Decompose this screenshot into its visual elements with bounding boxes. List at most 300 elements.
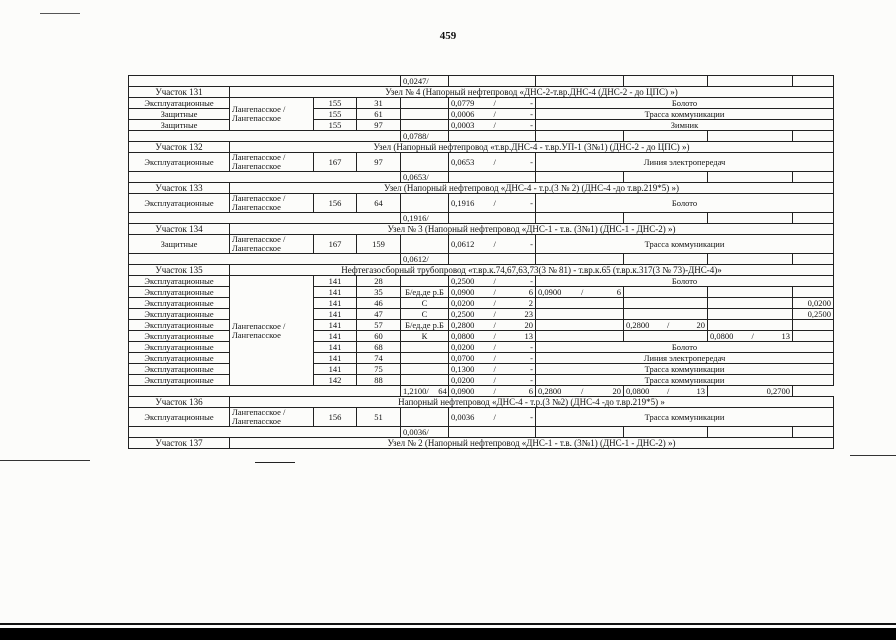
- area-fraction: [710, 332, 790, 341]
- plot-cell: 31: [357, 98, 401, 109]
- tree-count: [429, 77, 447, 86]
- area-value: 0,0003: [451, 119, 475, 130]
- tree-count: -: [530, 97, 533, 108]
- area-fraction: [403, 214, 446, 223]
- unit-cell: [401, 120, 449, 131]
- category-cell: Эксплуатационные: [129, 287, 230, 298]
- note-cell: Болото: [536, 98, 834, 109]
- area-fraction: [403, 132, 446, 141]
- tree-count: -: [530, 119, 533, 130]
- note-cell: Трасса коммуникации: [536, 375, 834, 386]
- category-cell: Эксплуатационные: [129, 309, 230, 320]
- area-fraction: [626, 321, 705, 330]
- fraction-separator: /: [493, 308, 496, 319]
- unit-cell: [401, 342, 449, 353]
- area-value: 0,0247: [403, 75, 427, 86]
- table-cell: [793, 427, 834, 438]
- category-cell: Защитные: [129, 120, 230, 131]
- table-cell: [793, 172, 834, 183]
- table-cell: [708, 254, 793, 265]
- area-value: 0,0006: [451, 108, 475, 119]
- area-fraction: [451, 110, 533, 119]
- group4-cell: [793, 287, 834, 298]
- table-row: [129, 98, 834, 109]
- area-cell: [449, 353, 536, 364]
- section-description: Узел № 3 (Напорный нефтепровод «ДНС-1 - т.в. (3№1) (ДНС-1 - ДНС-2) »): [230, 224, 834, 235]
- area-cell: [449, 287, 536, 298]
- area-fraction: [403, 387, 446, 396]
- area-fraction: [451, 277, 533, 286]
- section-description: Узел № 2 (Напорный нефтепровод «ДНС-1 - т.в. (3№1) (ДНС-1 - ДНС-2) »): [230, 438, 834, 449]
- table-cell: [449, 427, 536, 438]
- quarter-cell: 156: [314, 194, 357, 213]
- category-cell: Эксплуатационные: [129, 353, 230, 364]
- scan-mark: [850, 455, 896, 456]
- area-value: 0,1916: [403, 212, 427, 223]
- tree-count: 6: [528, 286, 533, 297]
- scan-mark: [0, 460, 90, 461]
- table-row: [129, 408, 834, 427]
- area-cell: [449, 109, 536, 120]
- section-header-row: [129, 224, 834, 235]
- quarter-cell: 155: [314, 120, 357, 131]
- quarter-cell: 141: [314, 342, 357, 353]
- quarter-cell: 141: [314, 276, 357, 287]
- section-header-row: [129, 183, 834, 194]
- area-value: 0,0200: [451, 297, 475, 308]
- tree-count: 13: [781, 330, 790, 341]
- fraction-separator: /: [493, 197, 496, 208]
- total-area: [401, 76, 449, 87]
- forestry-cell: Лангепасское / Лангепасское: [230, 408, 314, 427]
- area-value: 0,2800: [451, 319, 475, 330]
- plot-cell: 60: [357, 331, 401, 342]
- unit-cell: [401, 153, 449, 172]
- area-fraction: [403, 77, 446, 86]
- fraction-separator: /: [493, 411, 496, 422]
- tree-count: 20: [696, 319, 705, 330]
- tree-count: [429, 132, 447, 141]
- fraction-separator: /: [493, 330, 496, 341]
- total-area: [401, 254, 449, 265]
- plot-cell: 46: [357, 298, 401, 309]
- tree-count: [429, 255, 447, 264]
- table-cell: [624, 76, 708, 87]
- tree-count: [429, 428, 447, 437]
- total-area: [401, 427, 449, 438]
- fraction-separator: /: [426, 426, 429, 437]
- fraction-separator: /: [426, 130, 429, 141]
- area-value: 0,0900: [451, 286, 475, 297]
- plot-cell: 51: [357, 408, 401, 427]
- scan-mark: [40, 13, 80, 14]
- area-fraction: [451, 365, 533, 374]
- table-cell: [536, 254, 624, 265]
- total-area: [401, 172, 449, 183]
- area-fraction: [403, 173, 446, 182]
- table-row: [129, 276, 834, 287]
- tree-count: 13: [696, 385, 705, 396]
- table-cell: [793, 76, 834, 87]
- area-fraction: [451, 354, 533, 363]
- table-cell: [536, 309, 624, 320]
- quarter-cell: 156: [314, 408, 357, 427]
- section-header-row: [129, 397, 834, 408]
- table-cell: [449, 76, 536, 87]
- area-cell: [449, 364, 536, 375]
- tree-count: -: [530, 238, 533, 249]
- table-cell: [708, 131, 793, 142]
- unit-cell: Б/ед.де р.Б: [401, 320, 449, 331]
- category-cell: Защитные: [129, 109, 230, 120]
- table-cell: [449, 172, 536, 183]
- fraction-separator: /: [493, 119, 496, 130]
- fraction-separator: /: [493, 297, 496, 308]
- area-value: 0,0788: [403, 130, 427, 141]
- total-row: [129, 386, 834, 397]
- total-area: [401, 386, 449, 397]
- section-description: Узел № 4 (Напорный нефтепровод «ДНС-2-т.вр.ДНС-4 (ДНС-2 - до ЦПС) »): [230, 87, 834, 98]
- group4-cell: [793, 331, 834, 342]
- section-header-row: [129, 142, 834, 153]
- forestry-cell: Лангепасское / Лангепасское: [230, 98, 314, 131]
- area-cell: [449, 276, 536, 287]
- tree-count: 6: [616, 286, 621, 297]
- area-fraction: [451, 199, 533, 208]
- scan-border: [0, 628, 896, 640]
- tree-count: 2: [528, 297, 533, 308]
- section-description: Напорный нефтепровод «ДНС-4 - т.р.(3 №2) (ДНС-4 -до т.вр.219*5) »: [230, 397, 834, 408]
- table-cell: [624, 309, 708, 320]
- tree-count: [429, 173, 447, 182]
- area-cell: [449, 408, 536, 427]
- section-title: Участок 134: [129, 224, 230, 235]
- section-description: Узел (Напорный нефтепровод «т.вр.ДНС-4 - т.вр.УП-1 (3№1) (ДНС-2 - до ЦПС) »): [230, 142, 834, 153]
- table-cell: [624, 213, 708, 224]
- unit-cell: Б/ед.де р.Б: [401, 287, 449, 298]
- fraction-separator: /: [581, 286, 584, 297]
- tree-count: 64: [438, 385, 447, 396]
- area-value: 0,0653: [451, 156, 475, 167]
- table-cell: [536, 320, 624, 331]
- table-row: [129, 76, 834, 87]
- category-cell: Эксплуатационные: [129, 375, 230, 386]
- plot-cell: 88: [357, 375, 401, 386]
- area-cell: [449, 120, 536, 131]
- area-value: 0,2500: [451, 275, 475, 286]
- area-cell: [449, 235, 536, 254]
- area-fraction: [451, 413, 533, 422]
- plot-cell: 47: [357, 309, 401, 320]
- table-cell: [129, 76, 401, 87]
- area-value: 0,0700: [451, 352, 475, 363]
- area-cell: [449, 309, 536, 320]
- total-row: [129, 254, 834, 265]
- group4-cell: 0,2700: [708, 386, 793, 397]
- table-cell: [536, 298, 624, 309]
- forestry-cell: Лангепасское / Лангепасское: [230, 235, 314, 254]
- category-cell: Эксплуатационные: [129, 331, 230, 342]
- table-cell: [793, 213, 834, 224]
- table-cell: [449, 213, 536, 224]
- group4-cell: 0,2500: [793, 309, 834, 320]
- area-value: 0,0800: [451, 330, 475, 341]
- group-cell: [449, 386, 536, 397]
- section-header-row: [129, 438, 834, 449]
- total-area: [401, 131, 449, 142]
- tree-count: -: [530, 374, 533, 385]
- fraction-separator: /: [426, 171, 429, 182]
- fraction-separator: /: [751, 330, 754, 341]
- table-cell: [708, 427, 793, 438]
- fraction-separator: /: [493, 341, 496, 352]
- quarter-cell: 142: [314, 375, 357, 386]
- quarter-cell: 141: [314, 364, 357, 375]
- table-row: [129, 235, 834, 254]
- unit-cell: [401, 364, 449, 375]
- group-cell: [536, 287, 624, 298]
- unit-cell: [401, 194, 449, 213]
- area-fraction: [451, 376, 533, 385]
- table-cell: [129, 254, 401, 265]
- quarter-cell: 167: [314, 153, 357, 172]
- unit-cell: [401, 375, 449, 386]
- category-cell: Эксплуатационные: [129, 364, 230, 375]
- forestry-cell: Лангепасское / Лангепасское: [230, 276, 314, 386]
- forest-land-table: [128, 75, 834, 449]
- quarter-cell: 155: [314, 98, 357, 109]
- table-cell: [624, 331, 708, 342]
- table-cell: [708, 287, 793, 298]
- note-cell: Болото: [536, 342, 834, 353]
- fraction-separator: /: [493, 385, 496, 396]
- quarter-cell: 141: [314, 309, 357, 320]
- fraction-separator: /: [667, 385, 670, 396]
- table-cell: [624, 172, 708, 183]
- table-cell: [536, 76, 624, 87]
- fraction-separator: /: [493, 238, 496, 249]
- note-cell: Болото: [536, 194, 834, 213]
- table-cell: [708, 320, 793, 331]
- area-cell: [449, 375, 536, 386]
- section-title: Участок 132: [129, 142, 230, 153]
- category-cell: Эксплуатационные: [129, 153, 230, 172]
- unit-cell: [401, 276, 449, 287]
- category-cell: Эксплуатационные: [129, 276, 230, 287]
- table-cell: [536, 331, 624, 342]
- area-fraction: [451, 121, 533, 130]
- area-value: 0,0900: [451, 385, 475, 396]
- area-cell: [449, 320, 536, 331]
- tree-count: 20: [612, 385, 621, 396]
- fraction-separator: /: [493, 374, 496, 385]
- area-fraction: [403, 255, 446, 264]
- note-cell: Болото: [536, 276, 834, 287]
- plot-cell: 75: [357, 364, 401, 375]
- forestry-cell: Лангепасское / Лангепасское: [230, 194, 314, 213]
- table-cell: [129, 427, 401, 438]
- tree-count: -: [530, 352, 533, 363]
- category-cell: Эксплуатационные: [129, 342, 230, 353]
- table-cell: [708, 309, 793, 320]
- fraction-separator: /: [493, 156, 496, 167]
- quarter-cell: 167: [314, 235, 357, 254]
- table-cell: [624, 287, 708, 298]
- note-cell: Линия электропередач: [536, 153, 834, 172]
- area-value: 0,0036: [403, 426, 427, 437]
- table-cell: [708, 172, 793, 183]
- tree-count: -: [530, 363, 533, 374]
- tree-count: -: [530, 275, 533, 286]
- table-row: [129, 194, 834, 213]
- table-cell: [624, 131, 708, 142]
- fraction-separator: /: [581, 385, 584, 396]
- category-cell: Защитные: [129, 235, 230, 254]
- table-body: [129, 76, 834, 449]
- tree-count: 23: [524, 308, 533, 319]
- plot-cell: 35: [357, 287, 401, 298]
- table-cell: [536, 213, 624, 224]
- group-cell: [624, 320, 708, 331]
- table-cell: [536, 172, 624, 183]
- fraction-separator: /: [426, 75, 429, 86]
- area-fraction: [451, 332, 533, 341]
- note-cell: Зимник: [536, 120, 834, 131]
- category-cell: Эксплуатационные: [129, 98, 230, 109]
- forestry-cell: Лангепасское / Лангепасское: [230, 153, 314, 172]
- note-cell: Трасса коммуникации: [536, 235, 834, 254]
- category-cell: Эксплуатационные: [129, 408, 230, 427]
- area-value: 0,0653: [403, 171, 427, 182]
- table-cell: [129, 213, 401, 224]
- unit-cell: [401, 408, 449, 427]
- area-cell: [449, 342, 536, 353]
- area-fraction: [538, 288, 621, 297]
- tree-count: 20: [524, 319, 533, 330]
- note-cell: Линия электропередач: [536, 353, 834, 364]
- category-cell: Эксплуатационные: [129, 298, 230, 309]
- area-fraction: [538, 387, 621, 396]
- area-fraction: [451, 310, 533, 319]
- tree-count: 6: [528, 385, 533, 396]
- table-cell: [793, 254, 834, 265]
- plot-cell: 159: [357, 235, 401, 254]
- area-value: 0,0800: [626, 385, 650, 396]
- unit-cell: [401, 109, 449, 120]
- fraction-separator: /: [493, 275, 496, 286]
- tree-count: -: [530, 108, 533, 119]
- table-cell: [536, 427, 624, 438]
- table-cell: [129, 386, 401, 397]
- area-value: 0,0900: [538, 286, 562, 297]
- fraction-separator: /: [426, 253, 429, 264]
- table-cell: [449, 254, 536, 265]
- group4-cell: [793, 320, 834, 331]
- group-cell: [536, 386, 624, 397]
- total-row: [129, 131, 834, 142]
- area-value: 0,0612: [451, 238, 475, 249]
- section-title: Участок 135: [129, 265, 230, 276]
- table-row: [129, 153, 834, 172]
- area-value: 0,0036: [451, 411, 475, 422]
- plot-cell: 74: [357, 353, 401, 364]
- area-value: 0,2800: [538, 385, 562, 396]
- section-title: Участок 131: [129, 87, 230, 98]
- area-fraction: [626, 387, 705, 396]
- area-cell: [449, 98, 536, 109]
- plot-cell: 57: [357, 320, 401, 331]
- quarter-cell: 141: [314, 353, 357, 364]
- quarter-cell: 141: [314, 298, 357, 309]
- group-cell: [708, 331, 793, 342]
- unit-cell: [401, 353, 449, 364]
- area-fraction: [451, 343, 533, 352]
- tree-count: [429, 214, 447, 223]
- table-cell: [449, 131, 536, 142]
- area-cell: [449, 331, 536, 342]
- area-cell: [449, 153, 536, 172]
- section-title: Участок 136: [129, 397, 230, 408]
- section-header-row: [129, 87, 834, 98]
- tree-count: -: [530, 197, 533, 208]
- total-row: [129, 427, 834, 438]
- area-fraction: [451, 240, 533, 249]
- area-fraction: [451, 99, 533, 108]
- area-value: 0,0200: [451, 341, 475, 352]
- area-value: 0,2800: [626, 319, 650, 330]
- area-cell: [449, 298, 536, 309]
- unit-cell: [401, 235, 449, 254]
- category-cell: Эксплуатационные: [129, 194, 230, 213]
- table-cell: [624, 254, 708, 265]
- tree-count: -: [530, 411, 533, 422]
- table-cell: [536, 131, 624, 142]
- scan-mark: [255, 462, 295, 463]
- table-cell: [708, 76, 793, 87]
- table-cell: [708, 213, 793, 224]
- fraction-separator: /: [493, 97, 496, 108]
- fraction-separator: /: [493, 108, 496, 119]
- page-number: 459: [439, 30, 457, 42]
- section-header-row: [129, 265, 834, 276]
- area-fraction: [451, 288, 533, 297]
- unit-cell: [401, 98, 449, 109]
- area-fraction: [451, 387, 533, 396]
- plot-cell: 97: [357, 120, 401, 131]
- area-value: 0,0200: [451, 374, 475, 385]
- note-cell: Трасса коммуникации: [536, 109, 834, 120]
- fraction-separator: /: [493, 363, 496, 374]
- area-value: 0,1916: [451, 197, 475, 208]
- area-value: 0,0612: [403, 253, 427, 264]
- plot-cell: 28: [357, 276, 401, 287]
- quarter-cell: 155: [314, 109, 357, 120]
- group4-cell: 0,0200: [793, 298, 834, 309]
- quarter-cell: 141: [314, 320, 357, 331]
- fraction-separator: /: [426, 385, 429, 396]
- area-value: 0,1300: [451, 363, 475, 374]
- area-value: 0,0779: [451, 97, 475, 108]
- area-fraction: [451, 321, 533, 330]
- table-cell: [708, 298, 793, 309]
- total-row: [129, 213, 834, 224]
- area-fraction: [451, 299, 533, 308]
- unit-cell: К: [401, 331, 449, 342]
- section-title: Участок 133: [129, 183, 230, 194]
- quarter-cell: 141: [314, 331, 357, 342]
- note-cell: Трасса коммуникации: [536, 364, 834, 375]
- plot-cell: 97: [357, 153, 401, 172]
